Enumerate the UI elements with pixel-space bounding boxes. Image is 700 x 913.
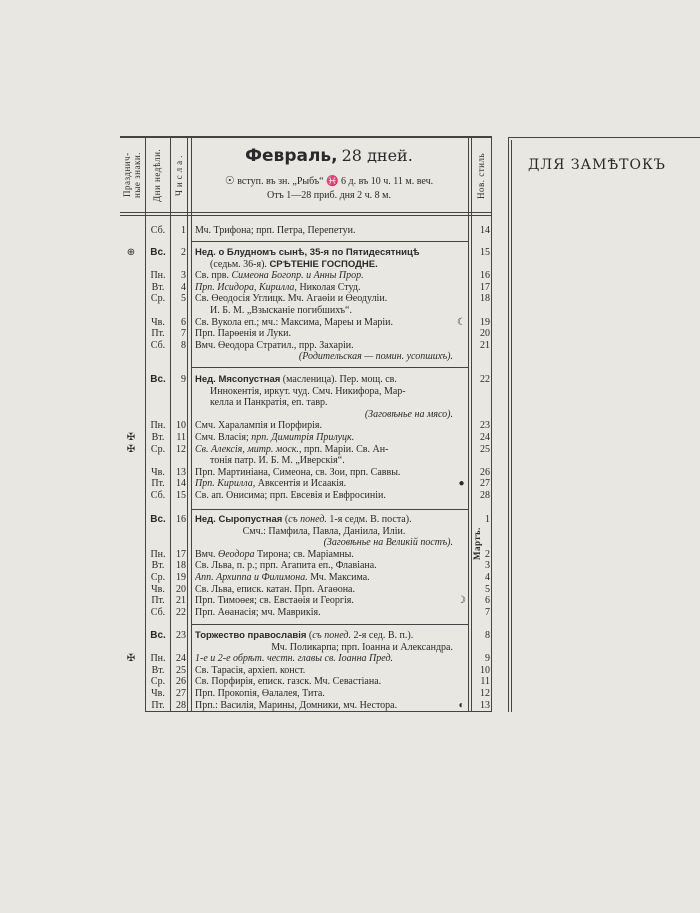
entry-segment: Св. ап. Онисима; прп. Евсевія и Евфросиніи. — [195, 490, 386, 501]
day-number: 7 — [181, 328, 186, 340]
entry-text — [195, 247, 453, 258]
weekday: Ср. — [150, 443, 166, 455]
entry-segment: Прп. Исидора, Кирилла, — [195, 281, 297, 293]
day-number: 13 — [176, 466, 186, 478]
day-number: 20 — [176, 583, 186, 595]
entry-segment: прп. Димитрія Прилуцк. — [251, 432, 355, 443]
entry-segment: Өеодора — [218, 548, 255, 560]
weekday: Чв. — [151, 583, 165, 595]
day-number: 22 — [176, 606, 186, 618]
new-style-date: 4 — [485, 572, 490, 583]
new-style-date: 12 — [480, 688, 490, 699]
col-divider — [468, 137, 469, 712]
day-number: 28 — [176, 699, 186, 711]
month-title — [190, 146, 468, 166]
entry-text — [195, 340, 453, 351]
day-number: 23 — [176, 630, 186, 641]
weekday: Пт. — [151, 328, 165, 340]
entry-text — [195, 700, 453, 711]
new-style-date: 3 — [485, 560, 490, 572]
weekday: Пн. — [150, 653, 166, 665]
entry-segment: Вмч. — [195, 548, 219, 560]
new-style-date: 14 — [480, 225, 490, 236]
entry-segment: 1-е и 2-е обрѣт. честн. главы св. Іоанна Пред. — [195, 653, 394, 665]
new-style-date: 26 — [480, 466, 490, 478]
day-number: 21 — [176, 595, 186, 607]
notes-title: ДЛЯ ЗАМѢТОКЪ — [528, 157, 666, 173]
new-style-date: 13 — [480, 699, 490, 711]
table-top-rule — [120, 136, 492, 138]
block-separator — [191, 241, 468, 242]
day-number: 15 — [176, 490, 186, 501]
new-style-date: 21 — [480, 339, 490, 351]
weekday: Вт. — [151, 432, 165, 443]
day-number: 14 — [176, 478, 186, 490]
new-style-date: 1 — [485, 514, 490, 525]
entry-text — [195, 420, 453, 431]
day-number: 11 — [176, 432, 186, 443]
day-number: 16 — [176, 514, 186, 525]
cross-icon: ✠ — [126, 653, 136, 665]
entry-segment: Иннокентія, иркут. чуд. Смч. Никифора, Мар- — [210, 385, 406, 397]
entry-segment: (седьм. 36-я). — [210, 258, 270, 270]
entry-text — [195, 560, 453, 571]
weekday: Ср. — [150, 293, 166, 305]
col-header-holidays-line1: Празднич- — [122, 152, 132, 198]
entry-text — [195, 432, 453, 443]
entry-segment: тонія патр. И. Б. М. „Иверскія“. — [210, 455, 345, 467]
table-bottom-rule — [145, 711, 492, 712]
day-number: 12 — [176, 443, 186, 455]
day-number: 24 — [176, 653, 186, 665]
day-number: 3 — [181, 270, 186, 282]
entry-text — [210, 397, 453, 408]
entry-segment: Прп.: Василія, Марины, Домники, мч. Нестора. — [195, 699, 398, 711]
moon-phase-icon: ◐ — [458, 699, 465, 711]
sun-entry-line — [190, 175, 468, 188]
entry-segment: Нед. Сыропустная — [195, 514, 283, 525]
entry-text — [195, 478, 453, 489]
day-number: 27 — [176, 688, 186, 699]
day-number: 1 — [181, 225, 186, 236]
entry-text — [195, 526, 453, 537]
day-number: 18 — [176, 560, 186, 572]
sun-entry-text: вступ. въ зн. „Рыбъ“ ♓ 6 д. въ 10 ч. 11 м. веч. — [237, 176, 434, 187]
block-separator — [191, 367, 468, 368]
weekday: Ср. — [150, 572, 166, 583]
entry-segment: (Заговѣнье на Великій постъ). — [323, 537, 453, 549]
col-header-holidays-line2: ные знаки. — [132, 152, 142, 198]
block-separator — [191, 509, 468, 510]
weekday: Сб. — [150, 490, 166, 501]
entry-segment: Мч. Трифона; прп. Петра, Перепетуи. — [195, 225, 356, 236]
entry-segment: Св. Тарасія, архіеп. конст. — [195, 664, 306, 676]
weekday: Пн. — [150, 420, 166, 432]
new-style-date: 16 — [480, 270, 490, 282]
moon-phase-icon: ☾ — [457, 316, 466, 328]
entry-segment: И. Б. М. „Взысканіе погибшихъ“. — [210, 305, 352, 316]
entry-text — [195, 676, 453, 687]
entry-segment: Смч.: Памфила, Павла, Даніила, Иліи. — [242, 525, 406, 537]
new-style-date: 15 — [480, 247, 490, 258]
new-style-date: 6 — [485, 595, 490, 607]
col-divider — [187, 137, 188, 712]
entry-text — [195, 607, 453, 618]
new-style-date: 11 — [480, 676, 490, 688]
header-bottom-rule — [120, 212, 492, 213]
entry-segment: Авксентія и Исаакія. — [255, 478, 347, 490]
weekday: Чв. — [151, 466, 165, 478]
entry-text — [195, 270, 453, 281]
entry-text — [195, 467, 453, 478]
new-style-date: 28 — [480, 490, 490, 501]
weekday: Сб. — [150, 339, 166, 351]
weekday: Ср. — [150, 676, 166, 688]
col-header-holidays — [122, 142, 142, 208]
weekday: Вт. — [151, 560, 165, 572]
new-style-date: 19 — [480, 316, 490, 328]
new-style-date: 17 — [480, 281, 490, 293]
weekday: Сб. — [150, 606, 166, 618]
weekday: Вт. — [151, 281, 165, 293]
notes-left-rule — [508, 137, 509, 712]
great-feast-icon: ⊕ — [126, 247, 136, 258]
weekday: Сб. — [150, 225, 166, 236]
entry-segment: Николая Студ. — [296, 281, 361, 293]
entry-segment: Прп. Тимоөея; св. Евстаөія и Георгія. — [195, 595, 354, 607]
day-number: 4 — [181, 281, 186, 293]
entry-segment: Св. Алексія, митр. моск. — [195, 443, 299, 455]
weekday: Вс. — [150, 514, 166, 525]
new-style-date: 22 — [480, 374, 490, 385]
col-divider — [491, 137, 492, 712]
weekday: Пн. — [150, 270, 166, 282]
moon-phase-icon: ● — [458, 478, 465, 490]
entry-text — [195, 328, 453, 339]
entry-text — [195, 225, 453, 236]
weekday: Пт. — [151, 595, 165, 607]
entry-segment: Прп. Аөанасія; мч. Маврикія. — [195, 606, 321, 618]
entry-segment: келла и Панкратія, еп. тавр. — [210, 397, 328, 409]
weekday: Чв. — [151, 316, 165, 328]
day-number: 8 — [181, 339, 186, 351]
weekday: Вс. — [150, 374, 166, 385]
entry-text — [195, 409, 453, 420]
weekday: Пт. — [151, 478, 165, 490]
entry-segment: , прп. Маріи. Св. Ан- — [298, 443, 389, 455]
entry-segment: Прп. Кирилла, — [195, 478, 256, 490]
entry-text — [195, 584, 453, 595]
entry-segment: 1-я седм. В. поста). — [326, 514, 412, 525]
day-number: 9 — [181, 374, 186, 385]
entry-segment: Прп. Парөенія и Луки. — [195, 328, 291, 340]
cross-icon: ✠ — [126, 432, 136, 443]
entry-segment: Нед. Мясопустная — [195, 374, 281, 385]
entry-text — [210, 305, 453, 316]
entry-text — [195, 642, 453, 653]
weekday: Пт. — [151, 699, 165, 711]
col-divider — [191, 137, 192, 712]
entry-text — [195, 595, 453, 606]
entry-segment: съ понед. — [312, 630, 351, 641]
entry-segment: Вмч. Өеодора Стратил., прр. Захаріи. — [195, 339, 354, 351]
new-style-date: 7 — [485, 606, 490, 618]
entry-segment: Св. Льва, п. р.; прп. Агапита еп., Флавіана. — [195, 560, 377, 572]
col-header-numbers: Числа. — [174, 152, 184, 196]
day-number: 25 — [176, 664, 186, 676]
entry-segment: Св. прв. — [195, 270, 232, 282]
block-separator — [191, 624, 468, 625]
new-style-date: 24 — [480, 432, 490, 443]
new-style-date: 20 — [480, 328, 490, 340]
entry-segment: Мч. Максима. — [307, 572, 370, 583]
entry-segment: Тирона; св. Маріамны. — [254, 548, 354, 560]
entry-text — [195, 688, 453, 699]
entry-segment: Прп. Мартиніана, Симеона, св. Зои, прп. Саввы. — [195, 466, 401, 478]
day-number: 10 — [176, 420, 186, 432]
day-number: 19 — [176, 572, 186, 583]
entry-text — [195, 514, 453, 525]
entry-segment: Апп. Архиппа и Филимона. — [195, 572, 308, 583]
entry-segment: Смч. Власія; — [195, 432, 252, 443]
weekday: Вс. — [150, 247, 166, 258]
entry-text — [195, 374, 453, 385]
entry-text — [195, 572, 453, 583]
weekday: Пн. — [150, 548, 166, 560]
entry-segment: Мч. Поликарпа; прп. Іоанна и Александра. — [271, 641, 453, 653]
entry-segment: съ понед. — [288, 514, 327, 525]
entry-segment: Св. Өеодосія Углицк. Мч. Агаөіи и Өеодуліи. — [195, 293, 388, 305]
moon-phase-icon: ☽ — [457, 595, 466, 607]
day-number: 6 — [181, 316, 186, 328]
entry-segment: Торжество православія — [195, 630, 307, 641]
entry-segment: Смч. Харалампія и Порфирія. — [195, 420, 322, 432]
day-length-line: Отъ 1—28 приб. дня 2 ч. 8 м. — [267, 190, 391, 201]
new-style-date: 8 — [485, 630, 490, 641]
new-style-date: 23 — [480, 420, 490, 432]
weekday: Вт. — [151, 664, 165, 676]
new-style-date: 27 — [480, 478, 490, 490]
entry-text — [195, 630, 453, 641]
entry-text — [195, 549, 453, 560]
entry-text — [210, 386, 453, 397]
day-number: 17 — [176, 548, 186, 560]
new-style-date: 25 — [480, 443, 490, 455]
entry-segment: (Родительская — помин. усопшихъ). — [298, 351, 453, 363]
entry-segment: СРѢТЕНІЕ ГОСПОДНЕ. — [269, 258, 378, 270]
entry-segment: ( — [306, 630, 313, 641]
month-name: Февраль, — [245, 146, 338, 166]
entry-text — [210, 259, 453, 270]
entry-text — [195, 293, 453, 304]
entry-text — [195, 653, 453, 664]
day-number: 26 — [176, 676, 186, 688]
sun-icon: ☉ — [224, 175, 235, 187]
entry-segment: 2-я сед. В. п.). — [350, 630, 414, 641]
new-style-date: 10 — [480, 664, 490, 676]
entry-text — [195, 282, 453, 293]
day-number: 2 — [181, 247, 186, 258]
new-style-date: 2 — [485, 548, 490, 560]
new-style-date: 9 — [485, 653, 490, 665]
header-bottom-rule-2 — [120, 215, 492, 216]
cross-icon: ✠ — [126, 443, 136, 455]
new-style-date: 5 — [485, 583, 490, 595]
notes-left-rule-2 — [511, 140, 512, 712]
entry-segment: Св. Вукола еп.; мч.: Максима, Мареы и Маріи. — [195, 316, 394, 328]
notes-top-rule — [508, 137, 700, 138]
entry-text — [195, 317, 453, 328]
weekday: Вс. — [150, 630, 166, 641]
entry-text — [195, 444, 453, 455]
entry-segment: Нед. о Блудномъ сынѣ, 35-я по Пятидесятницѣ — [195, 247, 420, 258]
month-days: 28 дней. — [341, 146, 413, 165]
col-header-new-style: Нов. стиль — [476, 152, 486, 200]
entry-segment: (Заговѣнье на мясо). — [364, 408, 453, 420]
march-label: Мартъ. — [472, 527, 482, 561]
entry-segment: (масленица). Пер. мощ. св. — [280, 374, 397, 385]
entry-segment: Св. Льва, еписк. катан. Прп. Агаөона. — [195, 583, 355, 595]
entry-segment: ( — [282, 514, 289, 525]
entry-text — [195, 490, 453, 501]
entry-text — [195, 665, 453, 676]
entry-text — [195, 537, 453, 548]
entry-text — [195, 351, 453, 362]
entry-segment: Прп. Прокопія, Өалалея, Тита. — [195, 688, 325, 699]
entry-text — [210, 455, 453, 466]
day-number: 5 — [181, 293, 186, 305]
col-header-weekdays: Дни недѣли. — [152, 148, 162, 202]
entry-segment: Св. Порфирія, еписк. газск. Мч. Севастіана. — [195, 676, 382, 688]
new-style-date: 18 — [480, 293, 490, 305]
entry-segment: Симеона Богопр. и Анны Прор. — [231, 270, 364, 282]
weekday: Чв. — [151, 688, 165, 699]
